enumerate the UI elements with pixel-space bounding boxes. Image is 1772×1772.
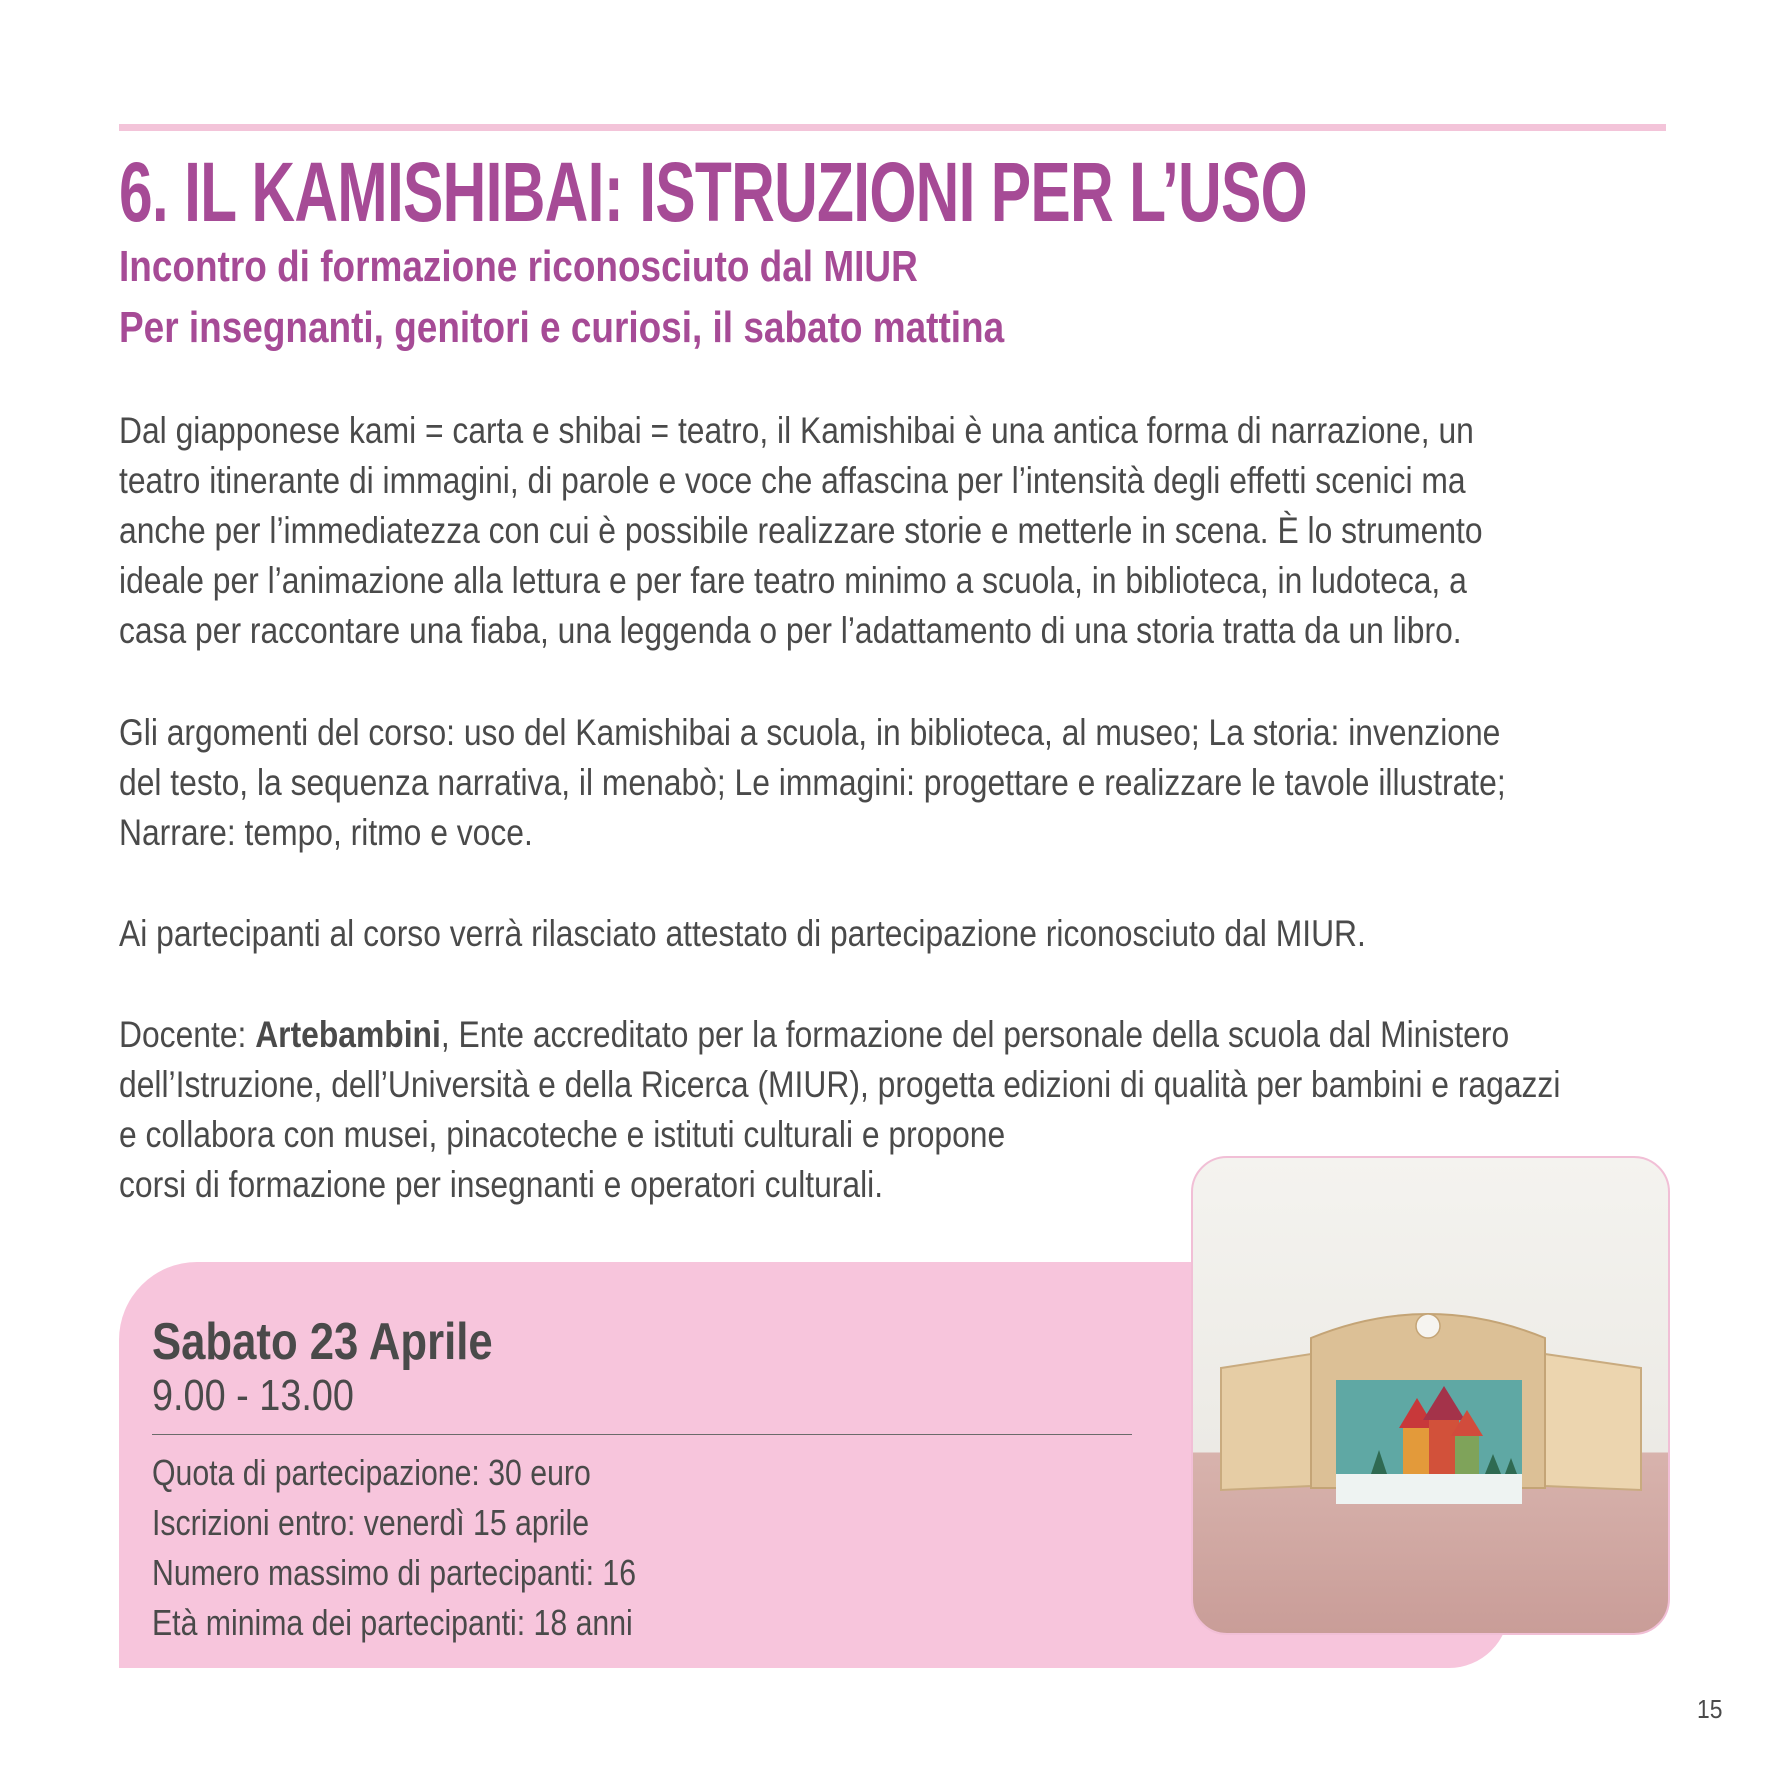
kamishibai-theater-photo — [1191, 1156, 1670, 1635]
top-rule — [119, 124, 1666, 131]
subtitle-audience: Per insegnanti, genitori e curiosi, il sabato mattina — [119, 303, 1005, 352]
page-title: 6. IL KAMISHIBAI: ISTRUZIONI PER L’USO — [119, 145, 1307, 239]
topics-paragraph — [119, 708, 1731, 858]
event-fee: Quota di partecipazione: 30 euro — [152, 1452, 591, 1493]
event-details-list — [152, 1448, 728, 1648]
teacher-name: Artebambini — [255, 1014, 441, 1055]
subtitle-training: Incontro di formazione riconosciuto dal MIUR — [119, 242, 918, 291]
event-time: 9.00 - 13.00 — [152, 1371, 354, 1420]
text-line: Gli argomenti del corso: uso del Kamishibai a scuola, in biblioteca, al museo; La storia: invenzione — [119, 712, 1501, 753]
text-line: Ai partecipanti al corso verrà rilasciato attestato di partecipazione riconosciuto dal MIUR. — [119, 913, 1366, 954]
kamishibai-illustration — [1193, 1158, 1668, 1633]
page-number: 15 — [1697, 1694, 1723, 1724]
text-line: Dal giapponese kami = carta e shibai = teatro, il Kamishibai è una antica forma di narrazione, un — [119, 410, 1474, 451]
text-line: teatro itinerante di immagini, di parole e voce che affascina per l’intensità degli effetti scenici ma — [119, 460, 1466, 501]
text-line: del testo, la sequenza narrativa, il menabò; Le immagini: progettare e realizzare le tavole illustrate; — [119, 762, 1506, 803]
text-line: anche per l’immediatezza con cui è possibile realizzare storie e metterle in scena. È lo strumento — [119, 510, 1483, 551]
event-date: Sabato 23 Aprile — [152, 1313, 493, 1371]
text-line — [119, 1010, 1560, 1060]
event-max-participants: Numero massimo di partecipanti: 16 — [152, 1552, 637, 1593]
event-registration-deadline: Iscrizioni entro: venerdì 15 aprile — [152, 1502, 590, 1543]
text-line: ideale per l’animazione alla lettura e per fare teatro minimo a scuola, in biblioteca, in ludoteca, a — [119, 560, 1467, 601]
intro-paragraph — [119, 406, 1705, 656]
certificate-paragraph — [119, 909, 1569, 959]
text-line: casa per raccontare una fiaba, una leggenda o per l’adattamento di una storia tratta da un libro. — [119, 610, 1462, 651]
text-line: e collabora con musei, pinacoteche e istituti culturali e propone — [119, 1114, 1006, 1155]
text-line: Narrare: tempo, ritmo e voce. — [119, 812, 533, 853]
event-min-age: Età minima dei partecipanti: 18 anni — [152, 1602, 633, 1643]
text-line: corsi di formazione per insegnanti e operatori culturali. — [119, 1164, 884, 1205]
teacher-prefix: Docente: — [119, 1014, 256, 1055]
text-line: dell’Istruzione, dell’Università e della Ricerca (MIUR), progetta edizioni di qualità per bambini e ragazzi — [119, 1064, 1561, 1105]
info-divider — [152, 1434, 1132, 1435]
teacher-description: , Ente accreditato per la formazione del personale della scuola dal Ministero — [440, 1014, 1510, 1055]
